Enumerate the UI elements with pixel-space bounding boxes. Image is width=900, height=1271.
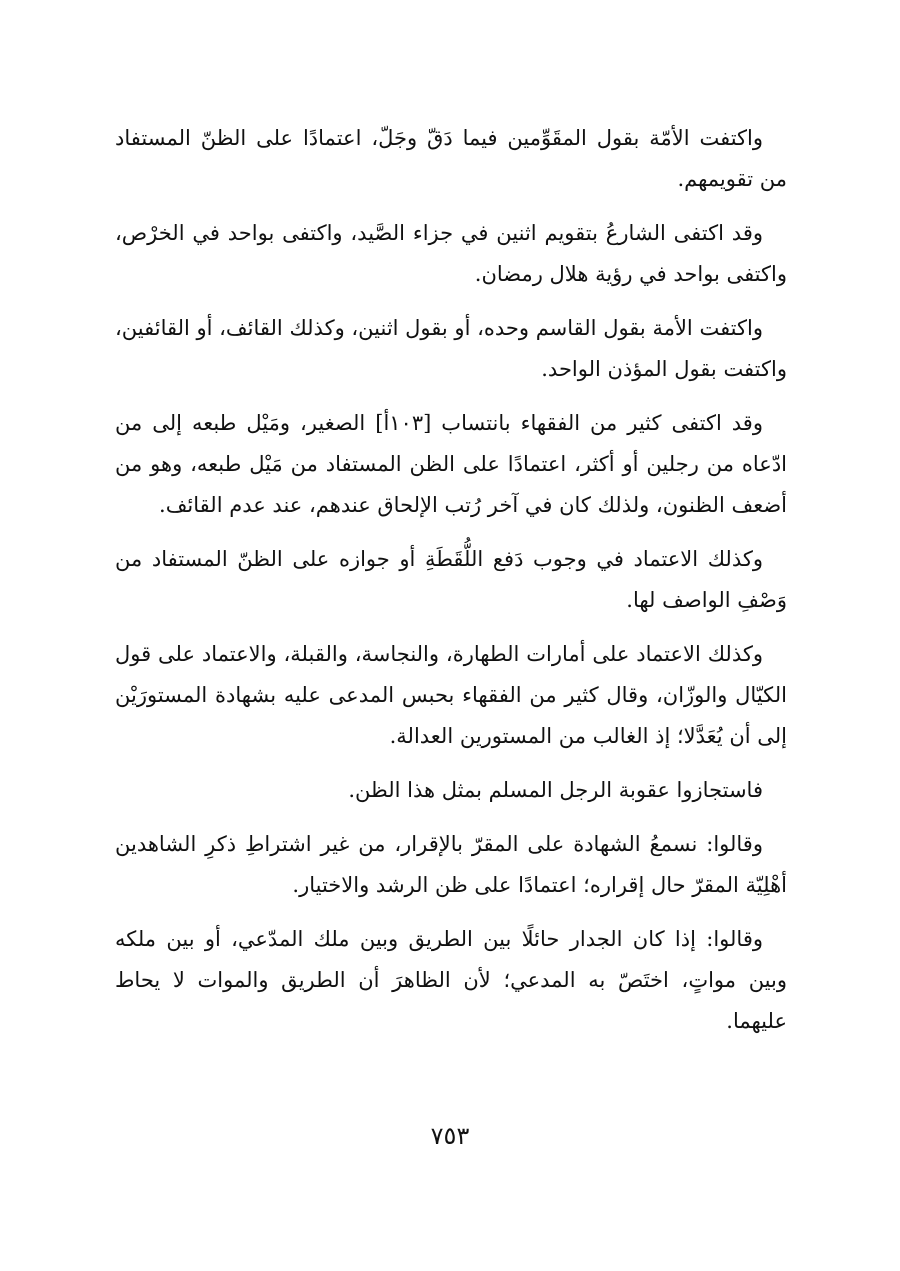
paragraph-7: فاستجازوا عقوبة الرجل المسلم بمثل هذا الظن.: [348, 778, 763, 802]
paragraph-2: وقد اكتفى الشارعُ بتقويم اثنين في جزاء الصَّيد، واكتفى بواحد في الخرْص، واكتفى بواحد في رؤية هلال رمضان.: [115, 221, 787, 286]
paragraph-6: وكذلك الاعتماد على أمارات الطهارة، والنجاسة، والقبلة، والاعتماد على قول الكيّال والوزّان، وقال كثير من الفقهاء بحبس المدعى عليه بشهادة المستورَيْن إلى أن يُعَدَّلا؛ إذ الغالب من المستورين العدالة.: [115, 642, 787, 748]
paragraph-9: وقالوا: إذا كان الجدار حائلًا بين الطريق وبين ملك المدّعي، أو بين ملكه وبين مواتٍ، اختَصّ به المدعي؛ لأن الظاهرَ أن الطريق والموات لا يحاط عليهما.: [115, 927, 787, 1033]
paragraph-8: وقالوا: نسمعُ الشهادة على المقرّ بالإقرار، من غير اشتراطِ ذكرِ الشاهدين أهْلِيّة المقرّ حال إقراره؛ اعتمادًا على ظن الرشد والاختيار.: [115, 832, 787, 897]
paragraph-4: وقد اكتفى كثير من الفقهاء بانتساب [١٠٣أ] الصغير، ومَيْل طبعه إلى من ادّعاه من رجلين أو أكثر، اعتمادًا على الظن المستفاد من مَيْل طبعه، وهو من أضعف الظنون، ولذلك كان في آخر رُتب الإلحاق عندهم، عند عدم القائف.: [115, 411, 787, 517]
paragraph-5: وكذلك الاعتماد في وجوب دَفع اللُّقَطَةِ أو جوازه على الظنّ المستفاد من وَصْفِ الواصف لها.: [115, 547, 787, 612]
paragraph-1: واكتفت الأمّة بقول المقَوِّمين فيما دَقّ وجَلّ، اعتمادًا على الظنّ المستفاد من تقويمهم.: [115, 126, 787, 191]
page-body: [115, 118, 787, 1055]
page-number: ٧٥٣: [430, 1122, 470, 1150]
paragraph-3: واكتفت الأمة بقول القاسم وحده، أو بقول اثنين، وكذلك القائف، أو القائفين، واكتفت بقول المؤذن الواحد.: [115, 316, 787, 381]
